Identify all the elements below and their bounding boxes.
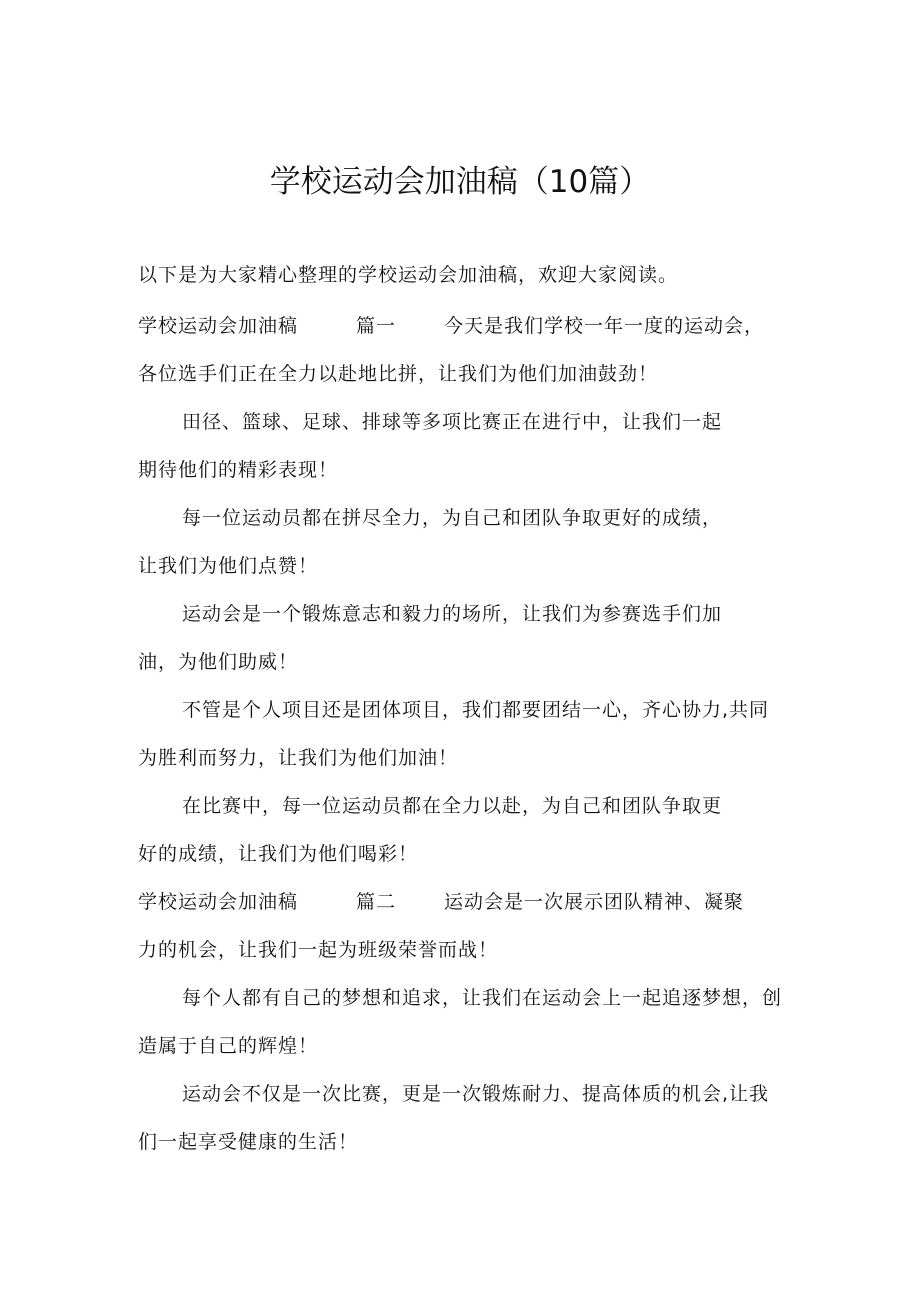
paragraph-line: 让我们为他们点赞！ bbox=[138, 555, 319, 577]
paragraph-line: 各位选手们正在全力以赴地比拼，让我们为他们加油鼓劲！ bbox=[138, 363, 659, 385]
section-1-number: 篇一 bbox=[356, 315, 397, 337]
paragraph-line: 期待他们的精彩表现！ bbox=[138, 459, 339, 481]
paragraph-line: 每个人都有自己的梦想和追求，让我们在运动会上一起追逐梦想，创 bbox=[182, 987, 783, 1009]
paragraph-line: 田径、篮球、足球、排球等多项比赛正在进行中，让我们一起 bbox=[182, 411, 723, 433]
section-1-first-line: 今天是我们学校一年一度的运动会， bbox=[444, 315, 765, 337]
section-2-number: 篇二 bbox=[356, 891, 397, 913]
paragraph-line: 为胜利而努力，让我们为他们加油！ bbox=[138, 747, 459, 769]
section-2-heading bbox=[138, 889, 744, 915]
document-title: 学校运动会加油稿（10篇） bbox=[269, 164, 651, 200]
intro-paragraph: 以下是为大家精心整理的学校运动会加油稿，欢迎大家阅读。 bbox=[138, 264, 679, 286]
paragraph-line: 每一位运动员都在拼尽全力，为自己和团队争取更好的成绩， bbox=[182, 507, 723, 529]
section-2-first-line: 运动会是一次展示团队精神、凝聚 bbox=[444, 891, 745, 913]
paragraph-line: 好的成绩，让我们为他们喝彩！ bbox=[138, 843, 419, 865]
section-1-heading bbox=[138, 313, 764, 339]
paragraph-line: 运动会是一个锻炼意志和毅力的场所，让我们为参赛选手们加 bbox=[182, 603, 723, 625]
section-2-label: 学校运动会加油稿 bbox=[138, 891, 299, 913]
paragraph-line: 力的机会，让我们一起为班级荣誉而战！ bbox=[138, 939, 499, 961]
paragraph-line: 运动会不仅是一次比赛，更是一次锻炼耐力、提高体质的机会,让我 bbox=[182, 1083, 770, 1105]
section-1-label: 学校运动会加油稿 bbox=[138, 315, 299, 337]
paragraph-line: 在比赛中，每一位运动员都在全力以赴，为自己和团队争取更 bbox=[182, 795, 723, 817]
paragraph-line: 造属于自己的辉煌！ bbox=[138, 1035, 319, 1057]
paragraph-line: 不管是个人项目还是团体项目，我们都要团结一心，齐心协力,共同 bbox=[182, 699, 770, 721]
paragraph-line: 油，为他们助威！ bbox=[138, 651, 299, 673]
paragraph-line: 们一起享受健康的生活！ bbox=[138, 1131, 359, 1153]
